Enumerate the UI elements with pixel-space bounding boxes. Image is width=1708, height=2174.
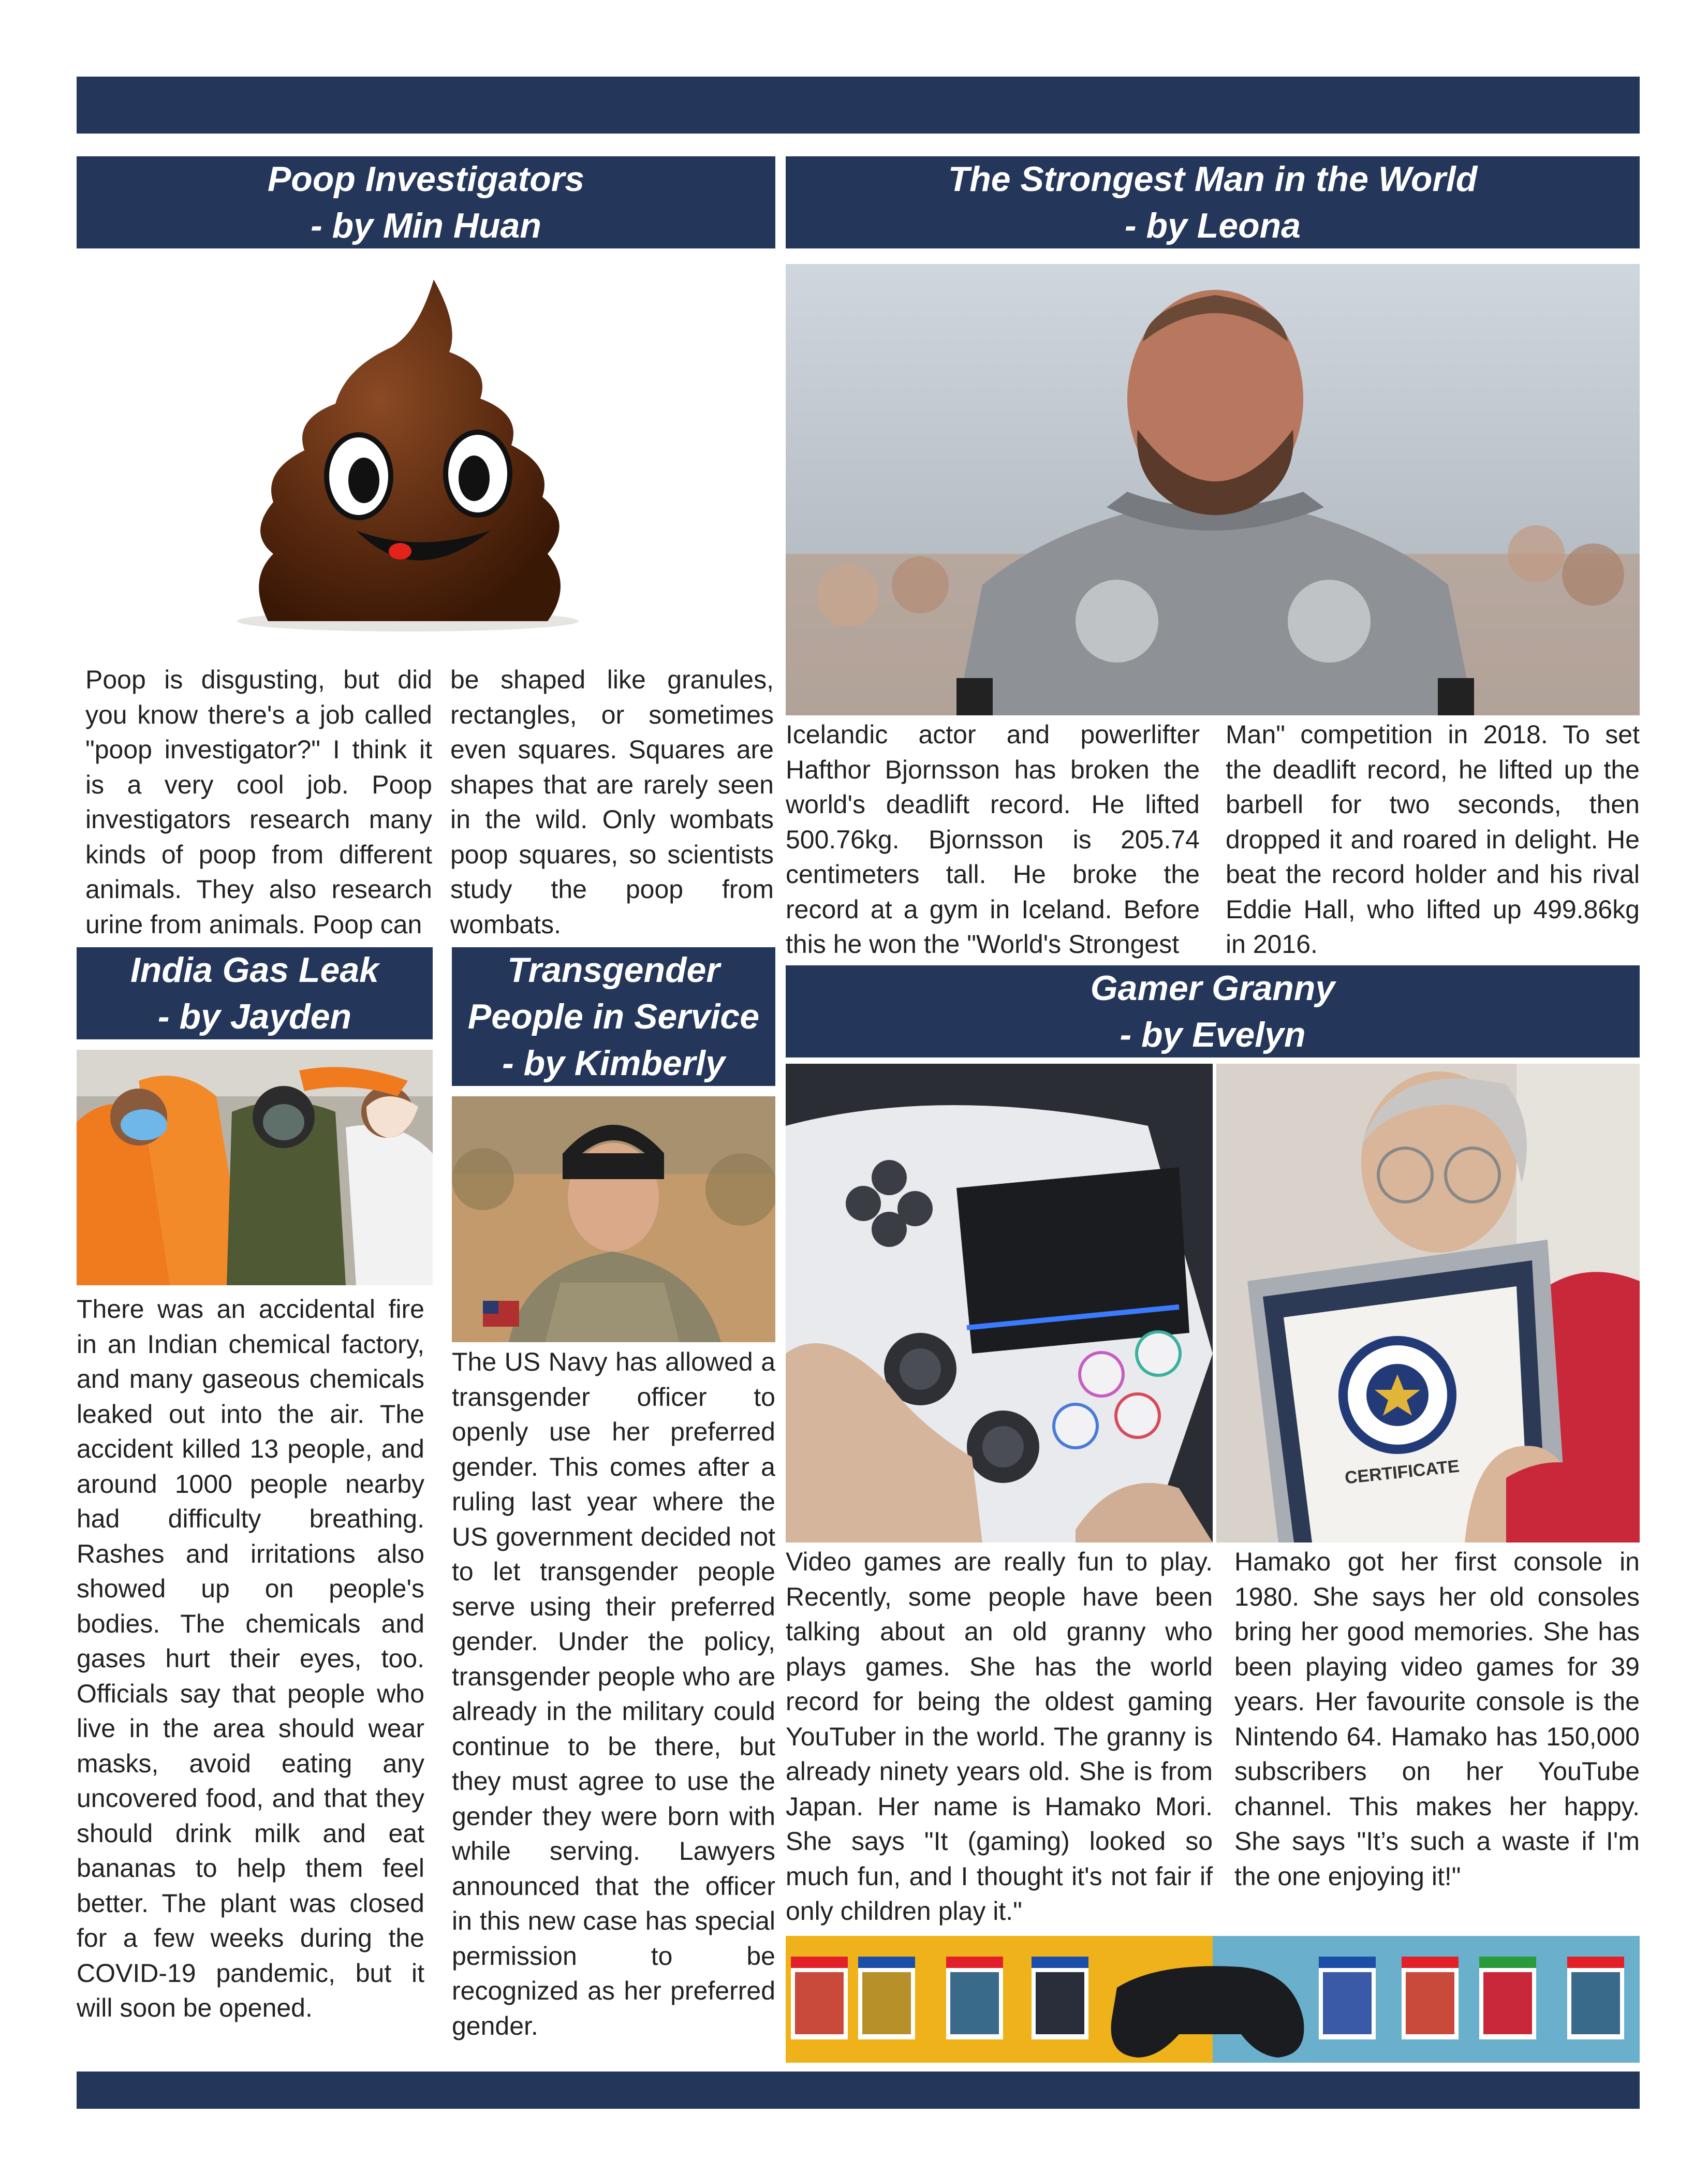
article-title: India Gas Leak — [130, 950, 379, 990]
game-box-6 — [1402, 1957, 1459, 2039]
game-box-2 — [858, 1957, 915, 2039]
game-box-7 — [1479, 1957, 1536, 2039]
article-title-line-2: People in Service — [467, 997, 760, 1036]
poop-article-column-2: be shaped like granules, rectangles, or sometimes even squares. Squares are shapes that are rarely seen in the wild. Only wombats poop squares, so scientists study the poop from wombats. — [450, 665, 774, 939]
game-controller-photo — [786, 1064, 1213, 1543]
article-header-poop — [77, 156, 775, 248]
video-games-banner — [786, 1936, 1640, 2063]
article-header-granny — [786, 965, 1640, 1057]
transgender-article-body: The US Navy has allowed a transgender officer to openly use her preferred gender. This comes after a ruling last year where the US government decided not to let transgender people serve using their preferred gender. Under the policy, transgender people who are already in the military could continue to be there, but they must agree to use the gender they were born with while serving. Lawyers announced that the officer in this new case has special permission to be recognized as her preferred gender. — [452, 1347, 775, 2040]
bottom-banner-bar — [77, 2072, 1640, 2109]
strongest-article-column-2: Man" competition in 2018. To set the deadlift record, he lifted up the barbell for two seconds, then dropped it and roared in delight. He beat the record holder and his rival Eddie Hall, who lifted up 499.86kg in 2016. — [1226, 720, 1640, 959]
poop-article-column-1: Poop is disgusting, but did you know there's a job called "poop investigator?" I think it is a very cool job. Poop investigators research many kinds of poop from different animals. They also research urine from animals. Poop can — [85, 665, 432, 939]
game-box-8 — [1567, 1957, 1624, 2039]
article-header-transgender — [452, 947, 775, 1086]
india-gas-leak-photo — [77, 1050, 433, 1285]
article-title: Poop Investigators — [267, 159, 585, 199]
strongman-photo — [786, 264, 1640, 715]
article-title-line-1: Transgender — [507, 950, 720, 990]
article-header-strongest — [786, 156, 1640, 248]
certificate-label: CERTIFICATE — [1344, 1456, 1461, 1488]
article-byline: - by Jayden — [157, 997, 352, 1036]
game-box-3 — [946, 1957, 1003, 2039]
strongest-article-column-1: Icelandic actor and powerlifter Hafthor Bjornsson has broken the world's deadlift record. He lifted 500.76kg. Bjornsson is 205.74 centimeters tall. He broke the record at a gym in Iceland. Before this he won the "World's Strongest — [786, 720, 1200, 959]
article-byline: - by Min Huan — [311, 206, 541, 245]
article-byline: - by Kimberly — [502, 1044, 725, 1083]
game-box-4 — [1032, 1957, 1088, 2039]
transgender-officer-photo — [452, 1096, 775, 1342]
granny-certificate-photo — [1216, 1064, 1640, 1543]
article-header-india — [77, 947, 433, 1039]
article-byline: - by Evelyn — [1120, 1015, 1306, 1054]
article-title: Gamer Granny — [1090, 968, 1335, 1008]
granny-article-column-1: Video games are really fun to play. Recently, some people have been talking about an old granny who plays games. She has the world record for being the oldest gaming YouTuber in the world. The granny is already ninety years old. She is from Japan. Her name is Hamako Mori. She says "It (gaming) looked so much fun, and I thought it's not fair if only children play it." — [786, 1547, 1213, 1926]
article-title: The Strongest Man in the World — [948, 159, 1478, 199]
article-byline: - by Leona — [1124, 206, 1301, 245]
india-article-body: There was an accidental fire in an Indian chemical factory, and many gaseous chemicals leaked out into the air. The accident killed 13 people, and around 1000 people nearby had difficulty breathing. Rashes and irritations also showed up on people's bodies. The chemicals and gases hurt their eyes, too. Officials say that people who live in the area should wear masks, avoid eating any uncovered food, and that they should drink milk and eat bananas to help them feel better. The plant was closed for a few weeks during the COVID-19 pandemic, but it will soon be opened. — [77, 1295, 424, 2022]
game-box-1 — [791, 1957, 848, 2039]
granny-article-column-2: Hamako got her first console in 1980. She says her old consoles bring her good memories. She has been playing video games for 39 years. Her favourite console is the Nintendo 64. Hamako has 150,000 subscribers on her YouTube channel. This makes her happy. She says "It’s such a waste if I'm the one enjoying it!" — [1234, 1547, 1640, 1891]
top-banner-bar — [77, 77, 1640, 134]
poop-emoji-photo — [77, 264, 775, 647]
game-box-5 — [1319, 1957, 1376, 2039]
